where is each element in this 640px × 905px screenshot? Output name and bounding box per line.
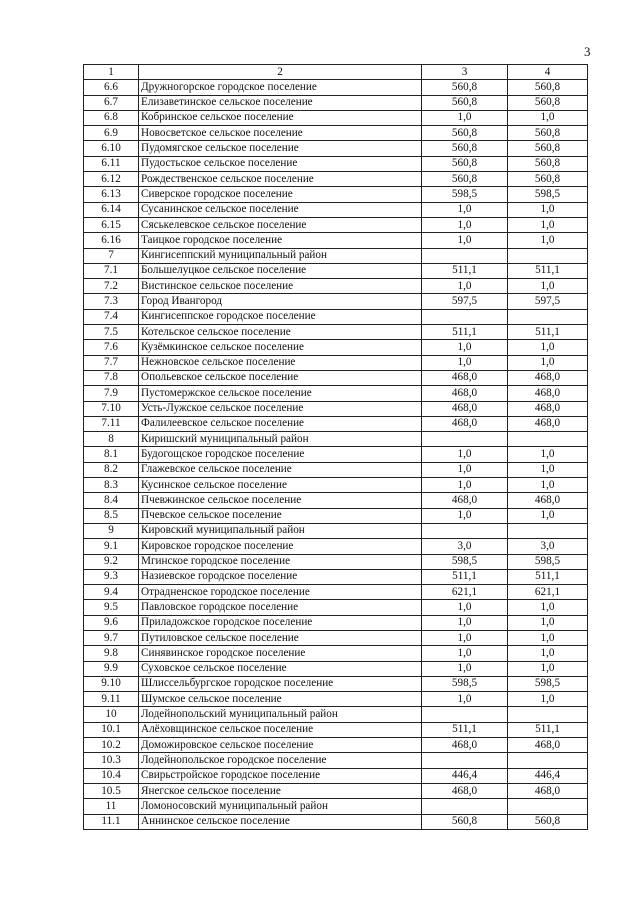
value-col-3-cell: 560,8 [422, 156, 508, 171]
value-col-3-cell: 1,0 [422, 217, 508, 232]
value-col-3-cell: 1,0 [422, 202, 508, 217]
row-number-cell: 7.7 [84, 355, 139, 370]
value-col-3-cell [422, 248, 508, 263]
row-number-cell: 6.13 [84, 187, 139, 202]
value-col-4-cell: 468,0 [508, 370, 588, 385]
settlement-name-cell: Глажевское сельское поселение [139, 462, 422, 477]
row-number-cell: 9.5 [84, 600, 139, 615]
value-col-4-cell: 1,0 [508, 661, 588, 676]
settlement-name-cell: Усть-Лужское сельское поселение [139, 401, 422, 416]
value-col-3-cell [422, 799, 508, 814]
value-col-3-cell: 468,0 [422, 783, 508, 798]
table-row [84, 172, 588, 187]
settlement-name-cell: Кингисеппский муниципальный район [139, 248, 422, 263]
value-col-4-cell: 1,0 [508, 217, 588, 232]
settlement-name-cell: Кировский муниципальный район [139, 523, 422, 538]
row-number-cell: 10.3 [84, 753, 139, 768]
settlement-name-cell: Будогощское городское поселение [139, 447, 422, 462]
table-row [84, 156, 588, 171]
allocation-table [83, 64, 588, 830]
table-row [84, 630, 588, 645]
table-row [84, 692, 588, 707]
settlement-name-cell: Синявинское городское поселение [139, 646, 422, 661]
row-number-cell: 8.1 [84, 447, 139, 462]
value-col-4-cell [508, 248, 588, 263]
value-col-4-cell: 1,0 [508, 355, 588, 370]
settlement-name-cell: Киришский муниципальный район [139, 432, 422, 447]
value-col-3-cell: 468,0 [422, 738, 508, 753]
table-row [84, 676, 588, 691]
value-col-4-cell: 1,0 [508, 110, 588, 125]
value-col-3-cell [422, 753, 508, 768]
value-col-3-cell [422, 707, 508, 722]
value-col-3-cell: 560,8 [422, 80, 508, 95]
table-row [84, 523, 588, 538]
row-number-cell: 9.11 [84, 692, 139, 707]
table-row [84, 508, 588, 523]
table-row [84, 585, 588, 600]
settlement-name-cell: Котельское сельское поселение [139, 325, 422, 340]
table-row [84, 95, 588, 110]
table-body [84, 65, 588, 830]
row-number-cell: 10.5 [84, 783, 139, 798]
row-number-cell: 8.3 [84, 478, 139, 493]
value-col-3-cell: 1,0 [422, 615, 508, 630]
row-number-cell: 10.2 [84, 738, 139, 753]
row-number-cell: 7.10 [84, 401, 139, 416]
value-col-4-cell: 598,5 [508, 554, 588, 569]
value-col-3-cell: 468,0 [422, 493, 508, 508]
header-col-2: 2 [139, 65, 422, 80]
table-row [84, 187, 588, 202]
value-col-4-cell: 1,0 [508, 508, 588, 523]
value-col-4-cell [508, 432, 588, 447]
value-col-3-cell: 511,1 [422, 569, 508, 584]
settlement-name-cell: Пчевское сельское поселение [139, 508, 422, 523]
row-number-cell: 7.6 [84, 340, 139, 355]
row-number-cell: 7.4 [84, 309, 139, 324]
settlement-name-cell: Кобринское сельское поселение [139, 110, 422, 125]
value-col-4-cell [508, 523, 588, 538]
table-row [84, 569, 588, 584]
settlement-name-cell: Лодейнопольское городское поселение [139, 753, 422, 768]
value-col-4-cell: 597,5 [508, 294, 588, 309]
settlement-name-cell: Янегское сельское поселение [139, 783, 422, 798]
value-col-3-cell: 3,0 [422, 539, 508, 554]
table-row [84, 462, 588, 477]
value-col-3-cell: 468,0 [422, 370, 508, 385]
settlement-name-cell: Фалилеевское сельское поселение [139, 416, 422, 431]
settlement-name-cell: Кировское городское поселение [139, 539, 422, 554]
value-col-4-cell: 1,0 [508, 279, 588, 294]
value-col-3-cell: 560,8 [422, 141, 508, 156]
settlement-name-cell: Мгинское городское поселение [139, 554, 422, 569]
settlement-name-cell: Шумское сельское поселение [139, 692, 422, 707]
table-row [84, 370, 588, 385]
value-col-4-cell: 1,0 [508, 646, 588, 661]
table-row [84, 340, 588, 355]
settlement-name-cell: Елизаветинское сельское поселение [139, 95, 422, 110]
value-col-4-cell: 1,0 [508, 447, 588, 462]
settlement-name-cell: Шлиссельбургское городское поселение [139, 676, 422, 691]
table-row [84, 661, 588, 676]
value-col-3-cell: 1,0 [422, 447, 508, 462]
table-row [84, 217, 588, 232]
row-number-cell: 6.16 [84, 233, 139, 248]
table-row [84, 722, 588, 737]
row-number-cell: 10 [84, 707, 139, 722]
row-number-cell: 6.12 [84, 172, 139, 187]
value-col-4-cell: 468,0 [508, 738, 588, 753]
row-number-cell: 7.5 [84, 325, 139, 340]
row-number-cell: 7 [84, 248, 139, 263]
value-col-4-cell: 468,0 [508, 783, 588, 798]
row-number-cell: 11 [84, 799, 139, 814]
value-col-3-cell: 1,0 [422, 661, 508, 676]
row-number-cell: 9 [84, 523, 139, 538]
value-col-4-cell: 3,0 [508, 539, 588, 554]
table-row [84, 80, 588, 95]
value-col-4-cell: 560,8 [508, 126, 588, 141]
row-number-cell: 9.3 [84, 569, 139, 584]
settlement-name-cell: Алёховщинское сельское поселение [139, 722, 422, 737]
settlement-name-cell: Отрадненское городское поселение [139, 585, 422, 600]
value-col-4-cell: 1,0 [508, 478, 588, 493]
value-col-3-cell: 511,1 [422, 722, 508, 737]
value-col-3-cell: 468,0 [422, 416, 508, 431]
table-row [84, 738, 588, 753]
table-row [84, 753, 588, 768]
row-number-cell: 7.3 [84, 294, 139, 309]
row-number-cell: 8 [84, 432, 139, 447]
value-col-3-cell: 598,5 [422, 676, 508, 691]
row-number-cell: 9.8 [84, 646, 139, 661]
value-col-4-cell: 511,1 [508, 722, 588, 737]
table-row [84, 355, 588, 370]
table-row [84, 478, 588, 493]
row-number-cell: 9.2 [84, 554, 139, 569]
table-row [84, 309, 588, 324]
settlement-name-cell: Город Ивангород [139, 294, 422, 309]
table-row [84, 416, 588, 431]
settlement-name-cell: Сяськелевское сельское поселение [139, 217, 422, 232]
page-number: 3 [584, 44, 591, 59]
row-number-cell: 9.10 [84, 676, 139, 691]
value-col-4-cell: 1,0 [508, 233, 588, 248]
value-col-4-cell: 560,8 [508, 172, 588, 187]
settlement-name-cell: Доможировское сельское поселение [139, 738, 422, 753]
value-col-4-cell: 511,1 [508, 325, 588, 340]
table-row [84, 263, 588, 278]
value-col-3-cell: 598,5 [422, 554, 508, 569]
header-col-4: 4 [508, 65, 588, 80]
value-col-4-cell: 1,0 [508, 462, 588, 477]
value-col-3-cell: 1,0 [422, 646, 508, 661]
settlement-name-cell: Лодейнопольский муниципальный район [139, 707, 422, 722]
row-number-cell: 6.8 [84, 110, 139, 125]
row-number-cell: 8.5 [84, 508, 139, 523]
header-col-3: 3 [422, 65, 508, 80]
table-row [84, 447, 588, 462]
table-row [84, 233, 588, 248]
settlement-name-cell: Назиевское городское поселение [139, 569, 422, 584]
settlement-name-cell: Аннинское сельское поселение [139, 814, 422, 829]
row-number-cell: 6.7 [84, 95, 139, 110]
value-col-4-cell: 468,0 [508, 493, 588, 508]
row-number-cell: 7.9 [84, 386, 139, 401]
row-number-cell: 8.2 [84, 462, 139, 477]
table-row [84, 814, 588, 829]
value-col-3-cell [422, 523, 508, 538]
row-number-cell: 7.2 [84, 279, 139, 294]
settlement-name-cell: Дружногорское городское поселение [139, 80, 422, 95]
table-row [84, 110, 588, 125]
value-col-4-cell: 560,8 [508, 95, 588, 110]
row-number-cell: 7.1 [84, 263, 139, 278]
settlement-name-cell: Рождественское сельское поселение [139, 172, 422, 187]
value-col-4-cell: 560,8 [508, 156, 588, 171]
row-number-cell: 6.14 [84, 202, 139, 217]
settlement-name-cell: Свирьстройское городское поселение [139, 768, 422, 783]
row-number-cell: 10.4 [84, 768, 139, 783]
table-row [84, 554, 588, 569]
table-row [84, 325, 588, 340]
table-row [84, 401, 588, 416]
value-col-3-cell: 1,0 [422, 279, 508, 294]
table-row [84, 600, 588, 615]
table-row [84, 768, 588, 783]
value-col-4-cell [508, 799, 588, 814]
value-col-3-cell: 560,8 [422, 814, 508, 829]
settlement-name-cell: Кузёмкинское сельское поселение [139, 340, 422, 355]
settlement-name-cell: Сиверское городское поселение [139, 187, 422, 202]
row-number-cell: 11.1 [84, 814, 139, 829]
row-number-cell: 9.7 [84, 630, 139, 645]
value-col-4-cell [508, 309, 588, 324]
value-col-3-cell: 1,0 [422, 600, 508, 615]
row-number-cell: 6.6 [84, 80, 139, 95]
value-col-3-cell: 1,0 [422, 110, 508, 125]
settlement-name-cell: Приладожское городское поселение [139, 615, 422, 630]
table-header-row [84, 65, 588, 80]
settlement-name-cell: Путиловское сельское поселение [139, 630, 422, 645]
value-col-4-cell: 468,0 [508, 386, 588, 401]
settlement-name-cell: Таицкое городское поселение [139, 233, 422, 248]
value-col-4-cell: 468,0 [508, 401, 588, 416]
value-col-3-cell: 1,0 [422, 692, 508, 707]
value-col-4-cell: 1,0 [508, 340, 588, 355]
table-row [84, 248, 588, 263]
value-col-3-cell: 468,0 [422, 401, 508, 416]
value-col-4-cell: 1,0 [508, 692, 588, 707]
settlement-name-cell: Пудомягское сельское поселение [139, 141, 422, 156]
settlement-name-cell: Вистинское сельское поселение [139, 279, 422, 294]
table-row [84, 646, 588, 661]
value-col-4-cell: 511,1 [508, 263, 588, 278]
value-col-4-cell: 1,0 [508, 615, 588, 630]
row-number-cell: 9.1 [84, 539, 139, 554]
value-col-3-cell: 1,0 [422, 355, 508, 370]
row-number-cell: 7.8 [84, 370, 139, 385]
value-col-4-cell: 1,0 [508, 202, 588, 217]
value-col-4-cell: 598,5 [508, 187, 588, 202]
value-col-4-cell: 1,0 [508, 600, 588, 615]
table-row [84, 279, 588, 294]
table-row [84, 202, 588, 217]
value-col-3-cell: 560,8 [422, 95, 508, 110]
table-row [84, 539, 588, 554]
settlement-name-cell: Опольевское сельское поселение [139, 370, 422, 385]
settlement-name-cell: Сусанинское сельское поселение [139, 202, 422, 217]
value-col-3-cell [422, 309, 508, 324]
table-row [84, 799, 588, 814]
table-row [84, 141, 588, 156]
settlement-name-cell: Кусинское сельское поселение [139, 478, 422, 493]
value-col-4-cell: 598,5 [508, 676, 588, 691]
row-number-cell: 6.11 [84, 156, 139, 171]
value-col-3-cell: 1,0 [422, 233, 508, 248]
value-col-3-cell: 1,0 [422, 508, 508, 523]
settlement-name-cell: Кингисеппское городское поселение [139, 309, 422, 324]
table-row [84, 493, 588, 508]
settlement-name-cell: Пчевжинское сельское поселение [139, 493, 422, 508]
row-number-cell: 8.4 [84, 493, 139, 508]
value-col-3-cell: 511,1 [422, 325, 508, 340]
settlement-name-cell: Пустомержское сельское поселение [139, 386, 422, 401]
settlement-name-cell: Пудостьское сельское поселение [139, 156, 422, 171]
value-col-4-cell [508, 753, 588, 768]
settlement-name-cell: Суховское сельское поселение [139, 661, 422, 676]
table-row [84, 707, 588, 722]
table-row [84, 386, 588, 401]
settlement-name-cell: Павловское городское поселение [139, 600, 422, 615]
value-col-3-cell: 468,0 [422, 386, 508, 401]
value-col-3-cell [422, 432, 508, 447]
row-number-cell: 7.11 [84, 416, 139, 431]
value-col-3-cell: 560,8 [422, 172, 508, 187]
value-col-3-cell: 1,0 [422, 462, 508, 477]
value-col-3-cell: 598,5 [422, 187, 508, 202]
value-col-4-cell: 1,0 [508, 630, 588, 645]
row-number-cell: 6.9 [84, 126, 139, 141]
value-col-3-cell: 1,0 [422, 340, 508, 355]
table-row [84, 126, 588, 141]
row-number-cell: 6.10 [84, 141, 139, 156]
value-col-3-cell: 597,5 [422, 294, 508, 309]
value-col-4-cell: 560,8 [508, 80, 588, 95]
table-row [84, 432, 588, 447]
settlement-name-cell: Нежновское сельское поселение [139, 355, 422, 370]
value-col-3-cell: 1,0 [422, 478, 508, 493]
value-col-4-cell: 560,8 [508, 141, 588, 156]
value-col-4-cell: 511,1 [508, 569, 588, 584]
row-number-cell: 6.15 [84, 217, 139, 232]
value-col-3-cell: 560,8 [422, 126, 508, 141]
value-col-4-cell: 446,4 [508, 768, 588, 783]
settlement-name-cell: Ломоносовский муниципальный район [139, 799, 422, 814]
value-col-3-cell: 621,1 [422, 585, 508, 600]
row-number-cell: 9.4 [84, 585, 139, 600]
value-col-3-cell: 511,1 [422, 263, 508, 278]
value-col-4-cell: 621,1 [508, 585, 588, 600]
table-row [84, 615, 588, 630]
row-number-cell: 10.1 [84, 722, 139, 737]
settlement-name-cell: Большелуцкое сельское поселение [139, 263, 422, 278]
value-col-4-cell: 560,8 [508, 814, 588, 829]
value-col-4-cell: 468,0 [508, 416, 588, 431]
table-row [84, 294, 588, 309]
header-col-1: 1 [84, 65, 139, 80]
settlement-name-cell: Новосветское сельское поселение [139, 126, 422, 141]
value-col-4-cell [508, 707, 588, 722]
value-col-3-cell: 1,0 [422, 630, 508, 645]
row-number-cell: 9.9 [84, 661, 139, 676]
row-number-cell: 9.6 [84, 615, 139, 630]
table-row [84, 783, 588, 798]
value-col-3-cell: 446,4 [422, 768, 508, 783]
